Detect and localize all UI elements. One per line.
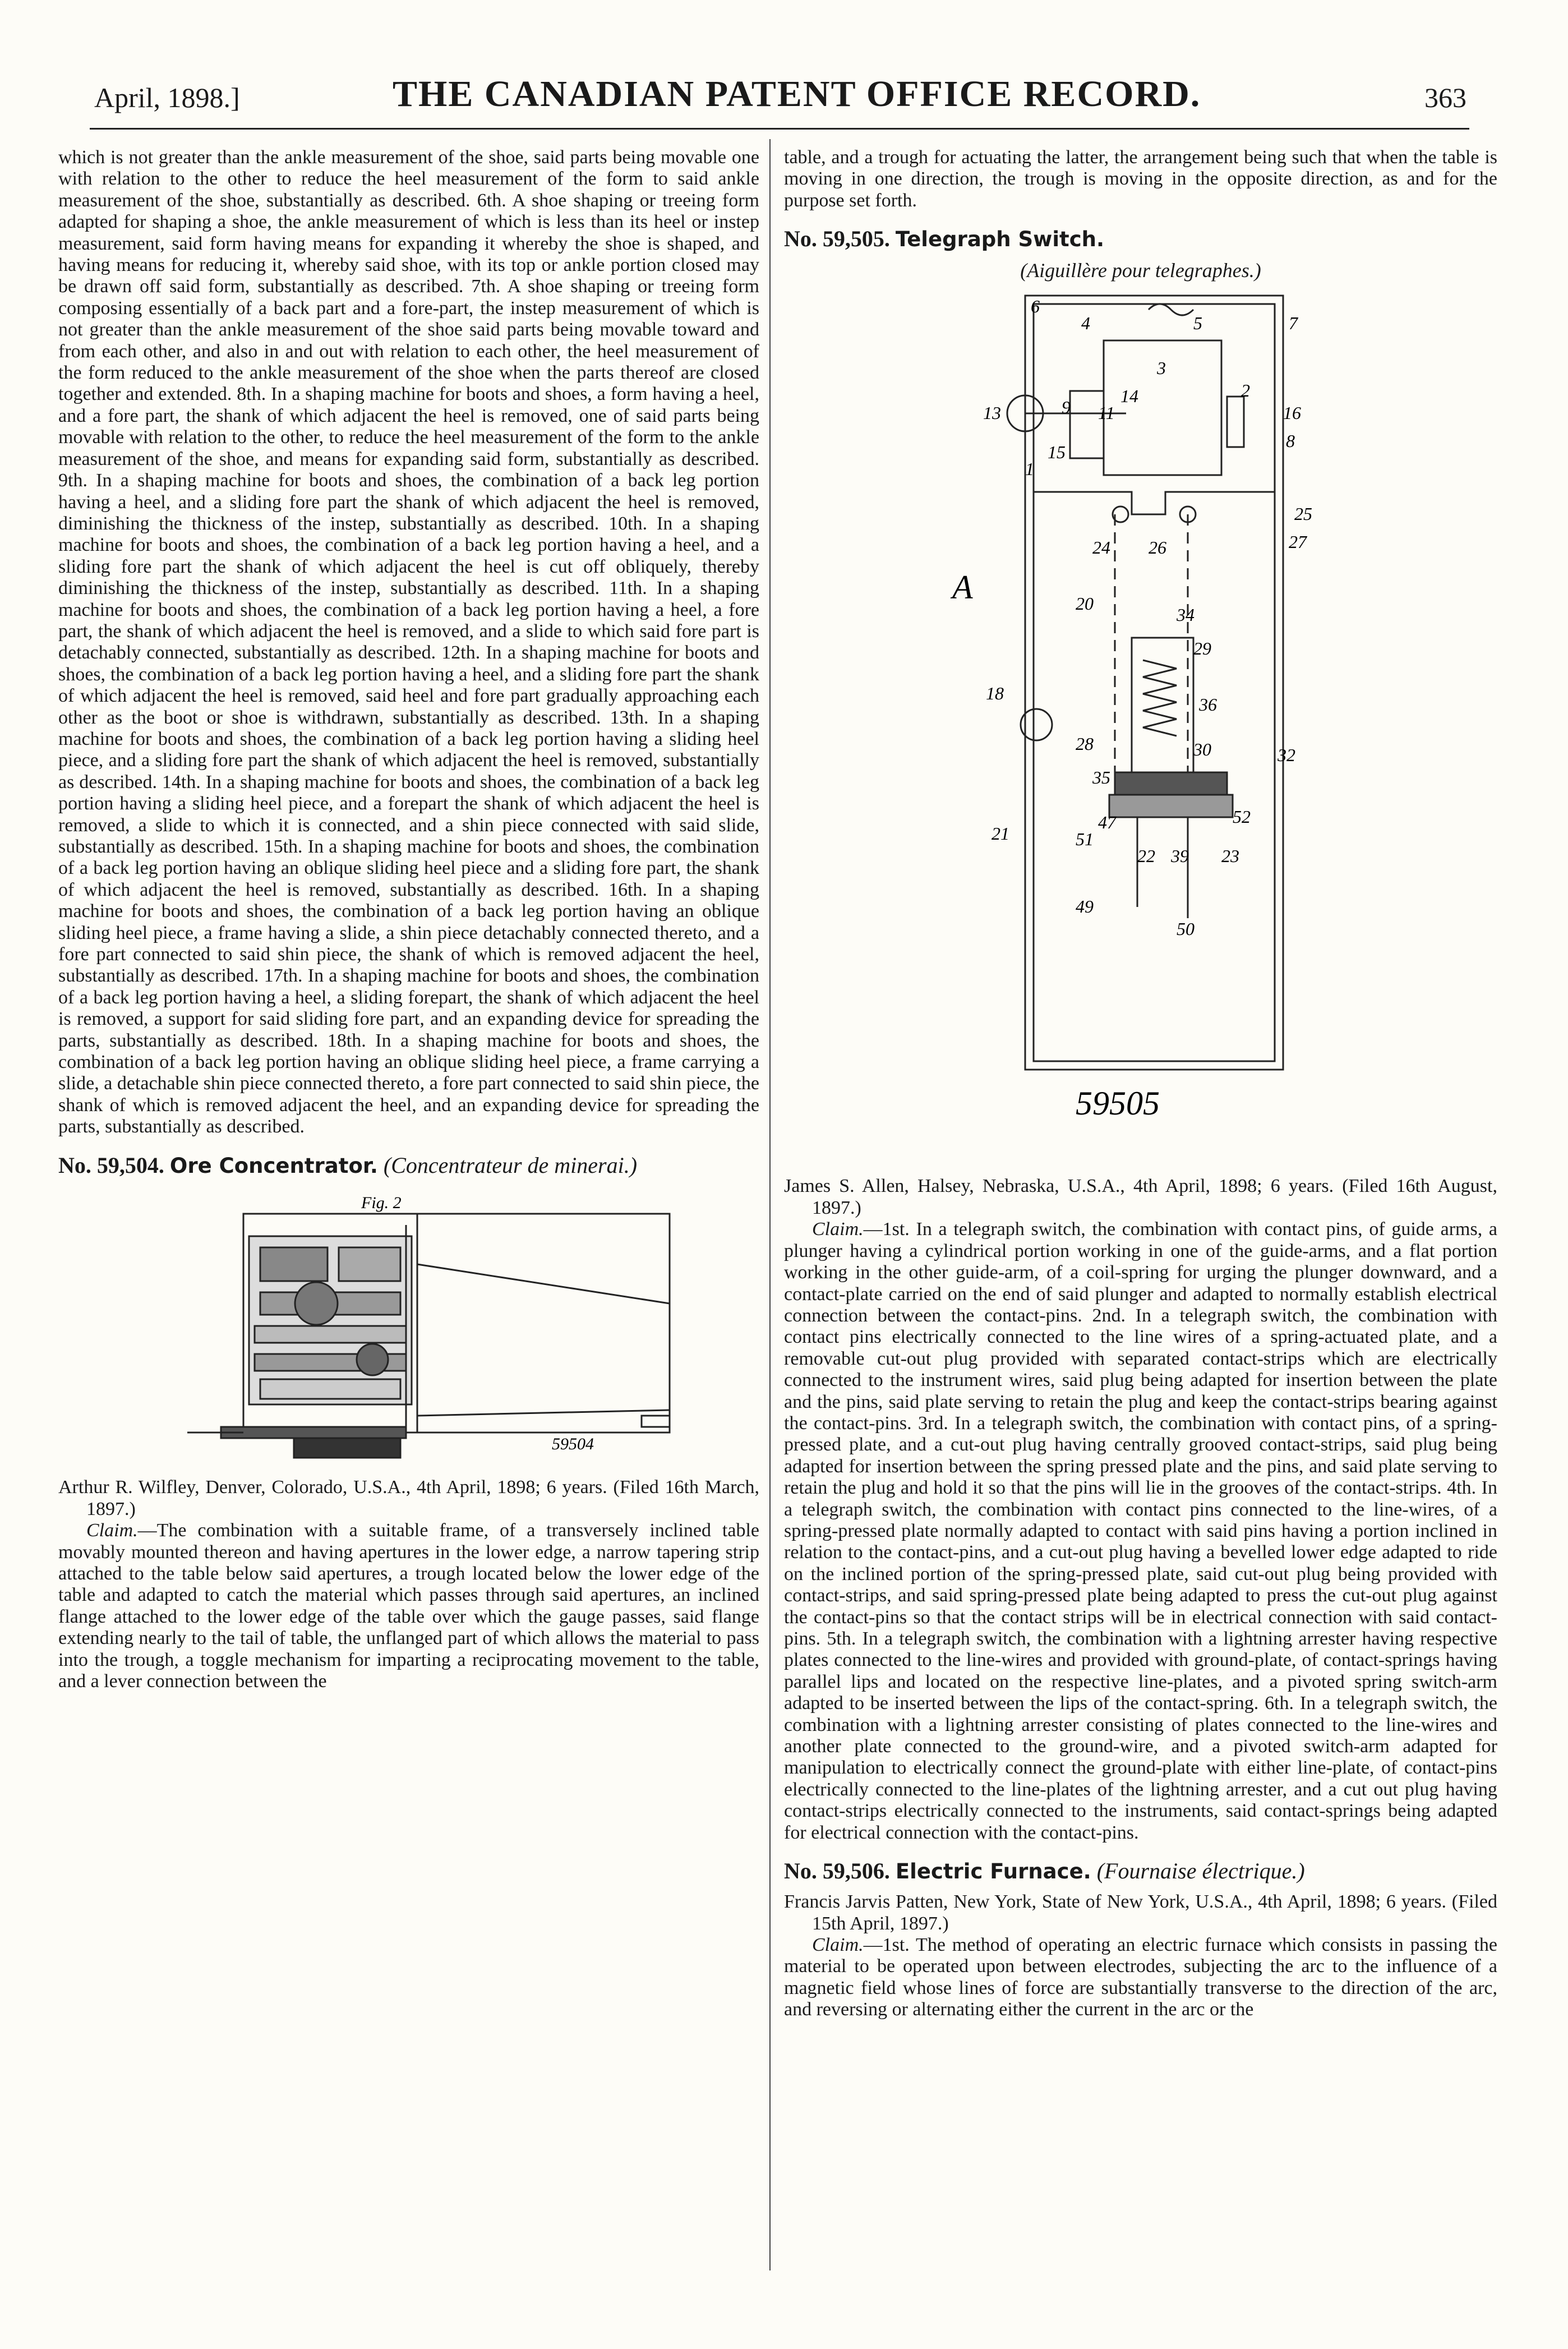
ore-concentrator-figure bbox=[58, 1186, 759, 1471]
figure-label: 8 bbox=[1286, 431, 1295, 452]
patent-59506-inventor: Francis Jarvis Patten, New York, State of New York, U.S.A., 4th April, 1898; 6 years. (Filed 15th April, 1897.) bbox=[784, 1891, 1497, 1934]
figure-label: 30 bbox=[1193, 739, 1211, 760]
figure-label: 28 bbox=[1076, 734, 1094, 754]
patent-59506-heading bbox=[784, 1858, 1497, 1883]
patent-french-name: (Aiguillère pour telegraphes.) bbox=[1020, 259, 1261, 282]
figure-label: 39 bbox=[1171, 846, 1189, 867]
figure-label: 14 bbox=[1120, 386, 1138, 407]
figure-label: 21 bbox=[991, 823, 1009, 844]
patent-name: Telegraph Switch. bbox=[895, 227, 1105, 252]
patent-french-name: (Concentrateur de minerai.) bbox=[383, 1152, 638, 1178]
figure-label: 50 bbox=[1177, 919, 1195, 939]
figure-label: 15 bbox=[1048, 442, 1066, 463]
figure-label: 1 bbox=[1025, 459, 1034, 480]
patent-59504-claim bbox=[58, 1520, 759, 1692]
figure-label: 3 bbox=[1157, 358, 1166, 379]
figure-number: 59505 bbox=[1076, 1085, 1160, 1122]
figure-label: 5 bbox=[1193, 313, 1202, 334]
issue-date: April, 1898.] bbox=[94, 82, 240, 113]
patent-number: No. 59,505. bbox=[784, 226, 890, 252]
figure-number: 59504 bbox=[552, 1434, 594, 1453]
figure-label: 2 bbox=[1241, 380, 1250, 401]
figure-label: 29 bbox=[1193, 638, 1211, 659]
figure-label: 11 bbox=[1098, 403, 1115, 423]
patent-name: Electric Furnace. bbox=[895, 1859, 1091, 1884]
figure-label: 26 bbox=[1149, 537, 1166, 558]
claim-text: —1st. The method of operating an electric furnace which consists in passing the material to be operated upon between electrodes, subjecting the arc to the influence of a magnetic field whose lines of force are substantially transverse to the direction of the arc, and reversing or alternating either the current in the arc or the bbox=[784, 1935, 1497, 2020]
patent-59505-inventor: James S. Allen, Halsey, Nebraska, U.S.A., 4th April, 1898; 6 years. (Filed 16th August, 1897.) bbox=[784, 1176, 1497, 1218]
patent-59504-inventor: Arthur R. Wilfley, Denver, Colorado, U.S.A., 4th April, 1898; 6 years. (Filed 16th March, 1897.) bbox=[58, 1477, 759, 1519]
patent-59505-claim bbox=[784, 1219, 1497, 1844]
telegraph-switch-figure bbox=[784, 290, 1497, 1170]
claim-label: Claim. bbox=[812, 1219, 864, 1240]
patent-59504-heading bbox=[58, 1153, 759, 1178]
figure-label: 7 bbox=[1289, 313, 1298, 334]
figure-label: 4 bbox=[1081, 313, 1090, 334]
figure-label: 47 bbox=[1098, 812, 1116, 833]
claim-label: Claim. bbox=[86, 1520, 138, 1541]
figure-caption: Fig. 2 bbox=[361, 1193, 402, 1212]
figure-label: 20 bbox=[1076, 593, 1094, 614]
figure-label: 25 bbox=[1294, 504, 1312, 524]
figure-label: 49 bbox=[1076, 896, 1094, 917]
claim-label: Claim. bbox=[812, 1935, 864, 1956]
patent-french-name: (Fournaise électrique.) bbox=[1096, 1858, 1305, 1884]
figure-label: 24 bbox=[1092, 537, 1110, 558]
figure-label: 18 bbox=[986, 683, 1004, 704]
figure-label: 51 bbox=[1076, 829, 1094, 850]
figure-label: 34 bbox=[1177, 605, 1195, 625]
header-rule bbox=[90, 128, 1469, 130]
patent-59505-heading bbox=[784, 226, 1497, 251]
patent-name: Ore Concentrator. bbox=[169, 1153, 378, 1178]
claim-text: —1st. In a telegraph switch, the combination with contact pins, of guide arms, a plunger having a cylindrical portion working in one of the guide-arms, and a flat portion working in the other guide-arm, of a coil-spring for urging the plunger downward, and a contact-plate carried on the end of said plunger and adapted to normally establish electrical connection between the contact-pins. 2nd. In a telegraph switch, the combination with contact pins electrically connected to the line wires of a spring-actuated plate, and a removable cut-out plug provided with separated contact-strips which are electrically connected to the instrument wires, said plug being adapted for insertion between the plate and the pins, said plate serving to retain the plug and keep the contact-strips bearing against the contact-pins. 3rd. In a telegraph switch, the combination with contact pins, of a spring-pressed plate, and a cut-out plug having centrally grooved contact-strips, said plug being adapted for insertion between the spring pressed plate and the pins, and said plate serving to retain the plug and hold it so that the pins will lie in the grooves of the contact-strips. 4th. In a telegraph switch, the combination with contact pins connected to the line-wires, of a spring-pressed plate normally adapted to contact with said pins having a portion inclined in relation to the contact-pins, and a cut-out plug having a bevelled lower edge adapted to ride on the inclined portion of the spring-pressed plate, said cut-out plug being provided with contact-strips, and said spring-pressed plate being adapted to press the cut-out plug against the contact-pins so that the contact strips will be in electrical connection with said contact-pins. 5th. In a telegraph switch, the combination with a lightning arrester having respective plates connected to the line-wires and provided with ground-plate, of contact-springs having parallel lips and located on the respective line-plates, and a pivoted spring switch-arm adapted to be inserted between the lips of the contact-spring. 6th. In a telegraph switch, the combination with a lightning arrester consisting of plates connected to the line-wires and another plate connected to the ground-wire, and a pivoted switch-arm adapted for manipulation to electrically connect the ground-plate with either line-plate, of contact-pins electrically connected to the line-plates of the lightning arrester, and a cut out plug having contact-strips electrically connected to the instruments, said contact-springs being adapted for electrical connection with the contact-pins. bbox=[784, 1219, 1497, 1843]
left-column bbox=[58, 147, 759, 1692]
publication-title: THE CANADIAN PATENT OFFICE RECORD. bbox=[393, 73, 1201, 114]
figure-label: 32 bbox=[1278, 745, 1295, 766]
telegraph-switch-drawing bbox=[784, 290, 1497, 1165]
figure-label: 35 bbox=[1092, 767, 1110, 788]
figure-label: 52 bbox=[1233, 807, 1251, 827]
continued-claim-text: table, and a trough for actuating the latter, the arrangement being such that when the table is moving in one direction, the trough is moving in the opposite direction, as and for the purpose set forth. bbox=[784, 147, 1497, 211]
figure-label: 13 bbox=[983, 403, 1001, 423]
right-column bbox=[784, 147, 1497, 2021]
figure-label: 16 bbox=[1283, 403, 1301, 423]
column-divider bbox=[769, 139, 771, 2270]
claim-text: —The combination with a suitable frame, of a transversely inclined table movably mounted thereon and having apertures in the lower edge, a narrow tapering strip attached to the table below said apertures, a trough located below the lower edge of the table and adapted to catch the material which passes through said apertures, an inclined flange attached to the lower edge of the table over which the gauge passes, said flange extending nearly to the tail of table, the unflanged part of which allows the material to pass into the trough, a toggle mechanism for imparting a reciprocating movement to the table, and a lever connection between the bbox=[58, 1520, 759, 1692]
patent-59506-claim bbox=[784, 1935, 1497, 2021]
ore-concentrator-drawing bbox=[58, 1186, 759, 1466]
figure-label: 36 bbox=[1199, 694, 1217, 715]
figure-label: 9 bbox=[1062, 397, 1071, 418]
figure-label: 23 bbox=[1221, 846, 1239, 867]
figure-label: 22 bbox=[1137, 846, 1155, 867]
figure-label: A bbox=[952, 569, 973, 606]
patent-number: No. 59,506. bbox=[784, 1858, 890, 1884]
figure-label: 6 bbox=[1031, 296, 1040, 317]
patent-number: No. 59,504. bbox=[58, 1152, 164, 1178]
page-header bbox=[0, 0, 1568, 146]
page-number: 363 bbox=[1424, 82, 1466, 113]
figure-label: 27 bbox=[1289, 532, 1307, 552]
continued-claims-text: which is not greater than the ankle measurement of the shoe, said parts being movable one with relation to the other to reduce the heel measurement of the form to said ankle measurement of the shoe, substantially as described. 6th. A shoe shaping or treeing form adapted for shaping a shoe, the ankle measurement of which is less than its heel or instep measurement, said form having means for expanding it whereby the shoe is shaped, and having means for reducing it, whereby said shoe, with its top or ankle portion closed may be drawn off said form, substantially as described. 7th. A shoe shaping or treeing form composing essentially of a back part and a fore-part, the instep measurement of which is not greater than the ankle measurement of the shoe said parts being movable toward and from each other, and also in and out with relation to each other, the heel measurement of the form reduced to the ankle measurement of the shoe when the parts thereof are closed together and extended. 8th. In a shaping machine for boots and shoes, a form having a heel, and a fore part, the shank of which adjacent the heel is removed, one of said parts being movable with relation to the other, to reduce the heel measurement of the form to the ankle measurement of the shoe, and means for expanding said form, substantially as described. 9th. In a shaping machine for boots and shoes, the combination of a back leg portion having a heel, and a sliding fore part the shank of which adjacent the heel is removed, diminishing the thickness of the instep, substantially as described. 10th. In a shaping machine for boots and shoes, the combination of a back leg portion having a heel, and a sliding fore part the shank of which adjacent the heel is cut off obliquely, thereby diminishing the thickness of the instep, substantially as described. 11th. In a shaping machine for boots and shoes, the combination of a back leg portion having a heel, a fore part, the shank of which adjacent the heel is removed, and a slide to which said fore part is detachably connected, substantially as described. 12th. In a shaping machine for boots and shoes, the combination of a back leg portion having a heel, and a sliding fore part the shank of which adjacent the heel is removed, said heel and fore part gradually approaching each other as the boot or shoe is withdrawn, substantially as described. 13th. In a shaping machine for boots and shoes, the combination of a back leg portion having a sliding heel piece, and a sliding fore part the shank of which adjacent the heel is removed, substantially as described. 14th. In a shaping machine for boots and shoes, the combination of a back leg portion having a sliding heel piece, and a forepart the shank of which adjacent the heel is removed, a slide to which it is connected, and a shin piece connected with said slide, substantially as described. 15th. In a shaping machine for boots and shoes, the combination of a back leg portion having an oblique sliding heel piece and a sliding fore part, the shank of which adjacent the heel is removed, substantially as described. 16th. In a shaping machine for boots and shoes, the combination of a back leg portion having an oblique sliding heel piece, a frame having a slide, a shin piece detachably connected thereto, and a fore part connected to said shin piece, the shank of which is removed adjacent the heel, substantially as described. 17th. In a shaping machine for boots and shoes, the combination of a back leg portion having a heel, a sliding forepart, the shank of which adjacent the heel is removed, a support for said sliding fore part, and an expanding device for spreading the parts, substantially as described. 18th. In a shaping machine for boots and shoes, the combination of a back leg portion having an oblique sliding heel piece, a frame carrying a slide, a detachable shin piece connected thereto, a fore part connected to said shin piece, the shank of which is removed adjacent the heel, and an expanding device for spreading the parts, substantially as described. bbox=[58, 147, 759, 1137]
